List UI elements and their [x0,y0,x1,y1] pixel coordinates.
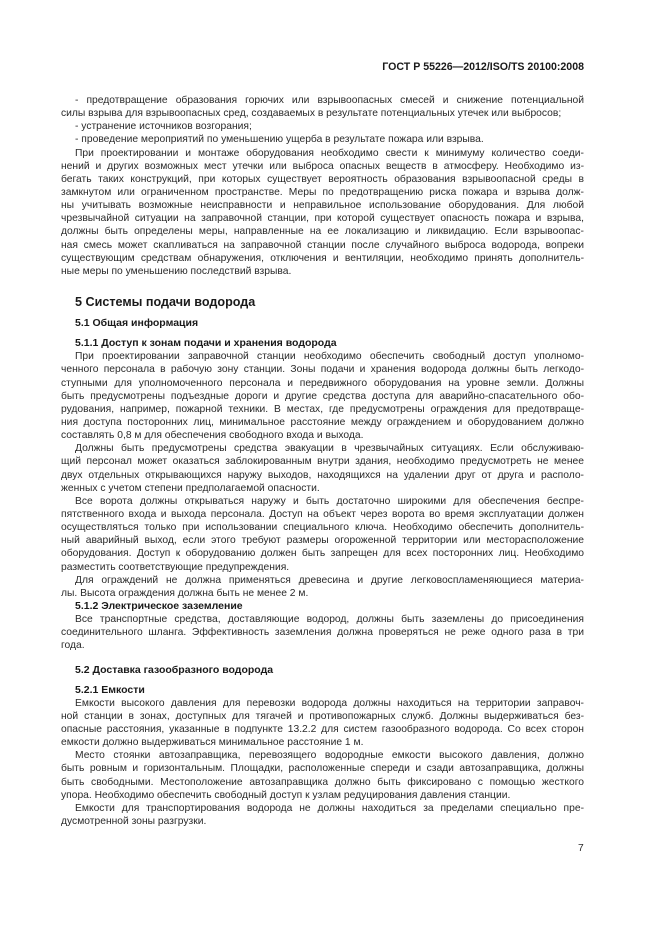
text-line: Место стоянки автозаправщика, перевозящего водородные емкости высокого давления, должно [75,750,584,762]
text-line: опасные расстояния, указанные в подпункте 13.2.2 для систем газообразного водорода. Со всех сторон [61,723,584,735]
text-line: оборудования. Доступ к оборудованию должен быть запрещен для всех посторонних лиц. Необходимо [61,548,584,560]
text-line: ные меры по уменьшению последствий взрыва. [61,265,292,277]
text-line: - предотвращение образования горючих или взрывоопасных смесей и снижение потенциальной [75,95,584,106]
text-line: При проектировании и монтаже оборудования необходимо свести к минимуму количество соеди- [75,147,584,159]
text-line: - проведение мероприятий по уменьшению ущерба в результате пожара или взрыва. [75,134,484,146]
text-line: двух отдельных открывающихся наружу выходов, находящихся на удалении друг от друга и располо- [61,469,584,481]
text-line: должны быть определены меры, направленные на ее локализацию и ликвидацию. Если взрывоопас- [61,226,584,238]
document-header: ГОСТ Р 55226—2012/ISO/TS 20100:2008 [382,61,584,73]
text-line: ченного персонала в рабочую зону станции. Зоны подачи и хранения водорода должны быть легкодо- [61,364,584,376]
text-line: емкости должно выдерживаться минимальное расстояние 1 м. [61,737,364,749]
subsection-heading: 5.1.1 Доступ к зонам подачи и хранения водорода [75,337,337,350]
text-line: ная смесь может скапливаться на заправочной станции после случайного выброса водорода, вопреки [61,239,584,251]
paragraph [61,120,584,133]
text-line: бегать таких конструкций, при которых существует вероятность образования взрывоопасной среды в [61,173,584,185]
text-line: быть ровным и горизонтальным. Площадки, расположенные спереди и сзади автозаправщика, должны [61,763,584,775]
paragraph [61,613,584,652]
paragraph [61,350,584,442]
text-line: года. [61,640,85,652]
document-body [61,94,584,828]
paragraph [61,94,584,120]
text-line: ны учитывать возможные неисправности и неправильное использование оборудования. Для любой [61,200,584,212]
text-line: разместить соответствующие предупреждения. [61,561,290,573]
paragraph [61,802,584,828]
subsection-heading: 5.2.1 Емкости [75,683,145,696]
text-line: Все ворота должны открываться наружу и быть достаточно широкими для обеспечения беспре- [75,495,584,507]
text-line: Для ограждений не должна применяться древесина и другие легковоспламеняющиеся материа- [75,574,584,586]
text-line: Все транспортные средства, доставляющие водород, должны быть заземлены до присоединения [75,614,584,626]
subsection-heading: 5.1.2 Электрическое заземление [75,599,243,612]
text-line: быть предусмотрены подъездные дороги и другие средства доступа для аварийно-спасательного обо- [61,390,584,402]
text-line: ния доступа посторонних лиц, минимальное расстояние между ограждением и оборудованием должно [61,416,584,428]
section-heading: 5 Системы подачи водорода [75,294,256,309]
text-line: чрезвычайной ситуации на заправочной станции, при которой существует опасность пожара и взрыва, [61,213,584,225]
page-number: 7 [578,843,584,854]
text-line: лы. Высота ограждения должна быть не менее 2 м. [61,587,309,599]
text-line: замкнутом или ограниченном пространстве. Меры по предотвращению риска пожара и взрыва долж- [61,186,584,198]
text-line: ступными для уполномоченного персонала и передвижного оборудования на уровне земли. Должны [61,377,584,389]
text-line: ной станции в зонах, доступных для тягачей и противопожарных служб. Должны выдерживаться без- [61,710,584,722]
text-line: Емкости высокого давления для перевозки водорода должны находиться на территории заправоч- [75,697,584,709]
text-line: дусмотренной зоны разгрузки. [61,815,207,827]
paragraph [61,749,584,802]
text-line: пятственного входа и выхода персонала. Доступ на объект через ворота во время эксплуатации должен [61,508,584,520]
paragraph [61,442,584,495]
text-line: осуществляться только при использовании специального ключа. Необходимо обеспечить дополнитель- [61,522,584,534]
subsection-heading: 5.2 Доставка газообразного водорода [75,663,274,676]
text-line: Должны быть предусмотрены средства эвакуации в чрезвычайных ситуациях. Если обслуживаю- [75,443,584,455]
text-line: силы взрыва для взрывоопасных сред, создаваемых в результате потенциальных утечек или выбросов; [61,108,562,120]
text-line: рудования, например, пожарной техники. В местах, где предусмотрены ограждения для предотвраще- [61,403,584,415]
text-line: быть свободными. Местоположение автозаправщика должно быть фиксировано с помощью жесткого [61,776,584,788]
paragraph [61,574,584,600]
paragraph [61,697,584,750]
text-line: ный аварийный выход, если этого требуют размеры огороженной территории или месторасположение [61,535,584,547]
text-line: составлять 0,8 м для обеспечения свободного входа и выхода. [61,430,364,442]
paragraph [61,147,584,278]
paragraph [61,495,584,574]
text-line: существующим средствам обнаружения, отключения и вентиляции, необходимо принять дополнитель- [61,252,584,264]
text-line: нений и других возможных мест утечки или выброса опасных веществ в атмосферу. Необходимо из- [61,160,584,172]
text-line: соединительного шланга. Эффективность заземления должна проверяться не реже одного раза в три [61,627,584,639]
text-line: щий персонал может оказаться заблокированным внутри здания, необходимо предусмотреть не менее [61,456,584,468]
text-line: - устранение источников возгорания; [75,121,252,133]
text-line: женных с учетом степени предполагаемой опасности. [61,482,320,494]
text-line: При проектировании заправочной станции необходимо обеспечить свободный доступ уполномо- [75,351,584,363]
paragraph [61,133,584,146]
text-line: упора. Необходимо обеспечить свободный доступ к узлам редуцирования давления станции. [61,789,511,801]
text-line: Емкости для транспортирования водорода не должны находиться за пределами специально пре- [75,802,584,814]
subsection-heading: 5.1 Общая информация [75,317,199,330]
